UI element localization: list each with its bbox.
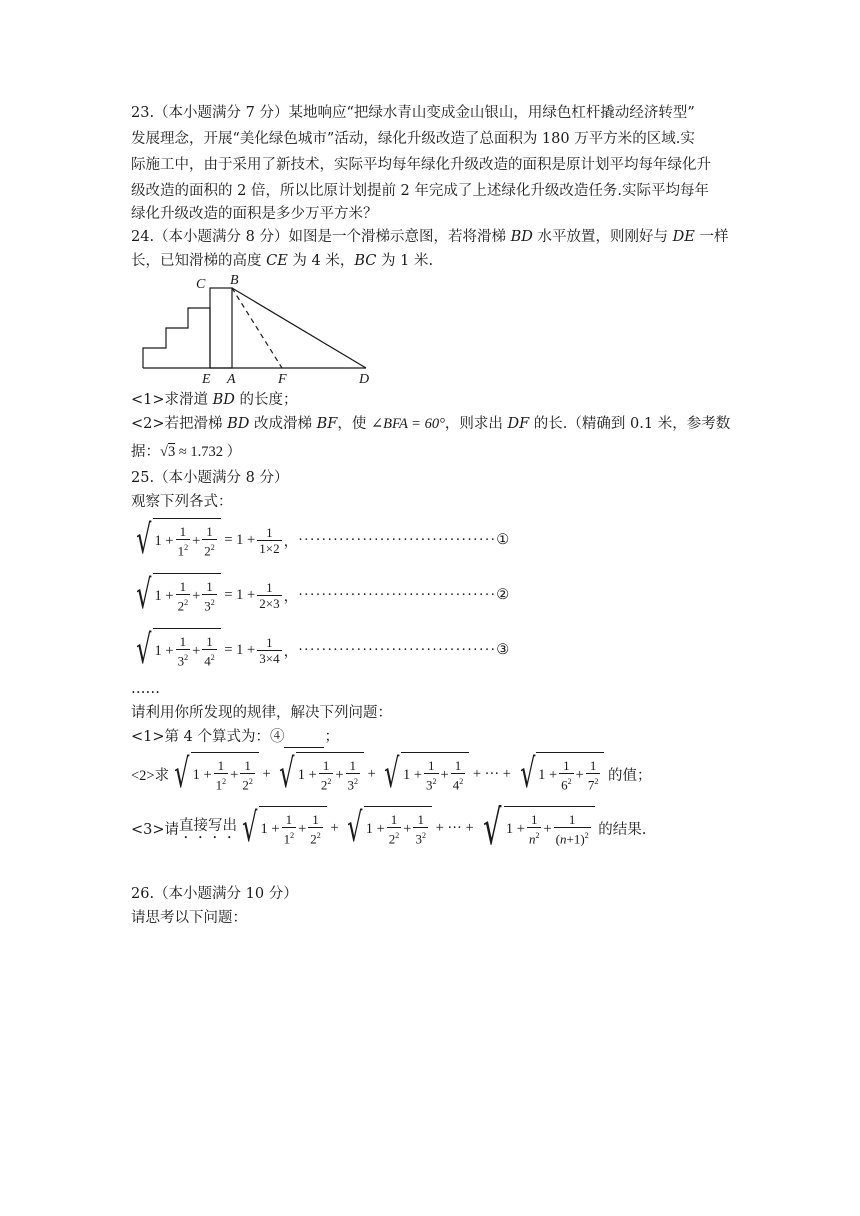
marker-1: ① <box>496 531 510 548</box>
q25-sub1: <1>第 4 个算式为：④ ； <box>131 727 339 748</box>
q24-sub2-line-1: <2>若把滑梯 BD 改成滑梯 BF，使 ∠BFA = 60°，则求出 DF 的长.（精确到 0.1 米，参考数 <box>131 416 731 432</box>
q25-ellipsis: …… <box>131 681 160 697</box>
staircase-outline <box>143 308 210 368</box>
label-f: F <box>278 372 287 387</box>
answer-blank[interactable] <box>284 727 324 748</box>
label-c: C <box>196 277 206 292</box>
slide-bd <box>232 288 366 368</box>
q25-equation-3: √ 1 + $\frac{1}{3^2}$ + $\frac{1}{4^2}$ = 1 + $\frac{1}{3\times 4}$ ， ·································· ③ <box>136 627 510 673</box>
label-a: A <box>227 372 236 387</box>
q24-sub1: <1>求滑道 BD 的长度； <box>131 392 298 408</box>
marker-2: ② <box>496 586 510 603</box>
q24-line-1: 24.（本小题满分 8 分）如图是一个滑梯示意图，若将滑梯 BD 水平放置，则刚好与 DE 一样 <box>131 229 729 245</box>
q26-line: 请思考以下问题： <box>131 910 247 926</box>
q25-instruction: 请利用你所发现的规律，解决下列问题： <box>131 705 392 721</box>
q25-equation-1: √ 1 + $\frac{1}{1^2}$ + $\frac{1}{2^2}$ = 1 + $\frac{1}{1\times 2}$ ， ·································· ① <box>136 517 510 563</box>
q23-line-5: 绿化升级改造的面积是多少万平方米？ <box>131 206 378 222</box>
q25-observe: 观察下列各式： <box>131 494 233 510</box>
q23-line-2: 发展理念，开展“美化绿色城市”活动，绿化升级改造了总面积为 180 万平方米的区域.实 <box>131 131 695 147</box>
q25-sub2: <2>求 √ 1 + $\frac{1}{1^2}$ + $\frac{1}{2^2}$ + √ 1 + $\frac{1}{2^2}$ + $\frac{1}{3^2}$ + √ 1 + $\frac{1}{3^2}$ + $\frac{1}{4^2}$ + ··· + √ 1 + $\frac{1}{6^2}$ + $\frac{1}{7^2}$ 的值； <box>131 751 652 797</box>
label-e: E <box>202 372 211 387</box>
slide-bf-dashed <box>232 288 282 368</box>
q23-line-3: 际施工中，由于采用了新技术，实际平均每年绿化升级改造的面积是原计划平均每年绿化升 <box>131 157 711 173</box>
q23-line-1: 23.（本小题满分 7 分）某地响应“把绿水青山变成金山银山，用绿色杠杆撬动经济转型” <box>131 105 695 121</box>
q23-line-4: 级改造的面积的 2 倍，所以比原计划提前 2 年完成了上述绿化升级改造任务.实际平均每年 <box>131 183 709 199</box>
q26-heading: 26.（本小题满分 10 分） <box>131 886 298 902</box>
platform-rect <box>210 288 232 368</box>
label-d: D <box>359 372 370 387</box>
q25-equation-2: √ 1 + $\frac{1}{2^2}$ + $\frac{1}{3^2}$ = 1 + $\frac{1}{2\times 3}$ ， ·································· ② <box>136 572 510 618</box>
sqrt-three: √3 <box>160 444 176 460</box>
angle-expression: ∠BFA = 60° <box>370 416 445 432</box>
label-b: B <box>230 273 239 288</box>
q24-line-2: 长，已知滑梯的高度 CE 为 4 米，BC 为 1 米. <box>131 253 434 269</box>
marker-3: ③ <box>496 641 510 658</box>
q25-sub3: <3>请 直接写出 √ 1 + $\frac{1}{1^2}$ + $\frac{1}{2^2}$ + √ 1 + $\frac{1}{2^2}$ + $\frac{1}{3^2}$ + ··· + √ 1 + $\frac{1}{n^2}$ + $\frac{1}{(n+1)^2}$ 的结果. <box>131 800 647 856</box>
q24-sub2-line-2: 据：√3 ≈ 1.732 ） <box>131 444 242 460</box>
q25-heading: 25.（本小题满分 8 分） <box>131 470 289 486</box>
slide-figure <box>136 270 376 388</box>
